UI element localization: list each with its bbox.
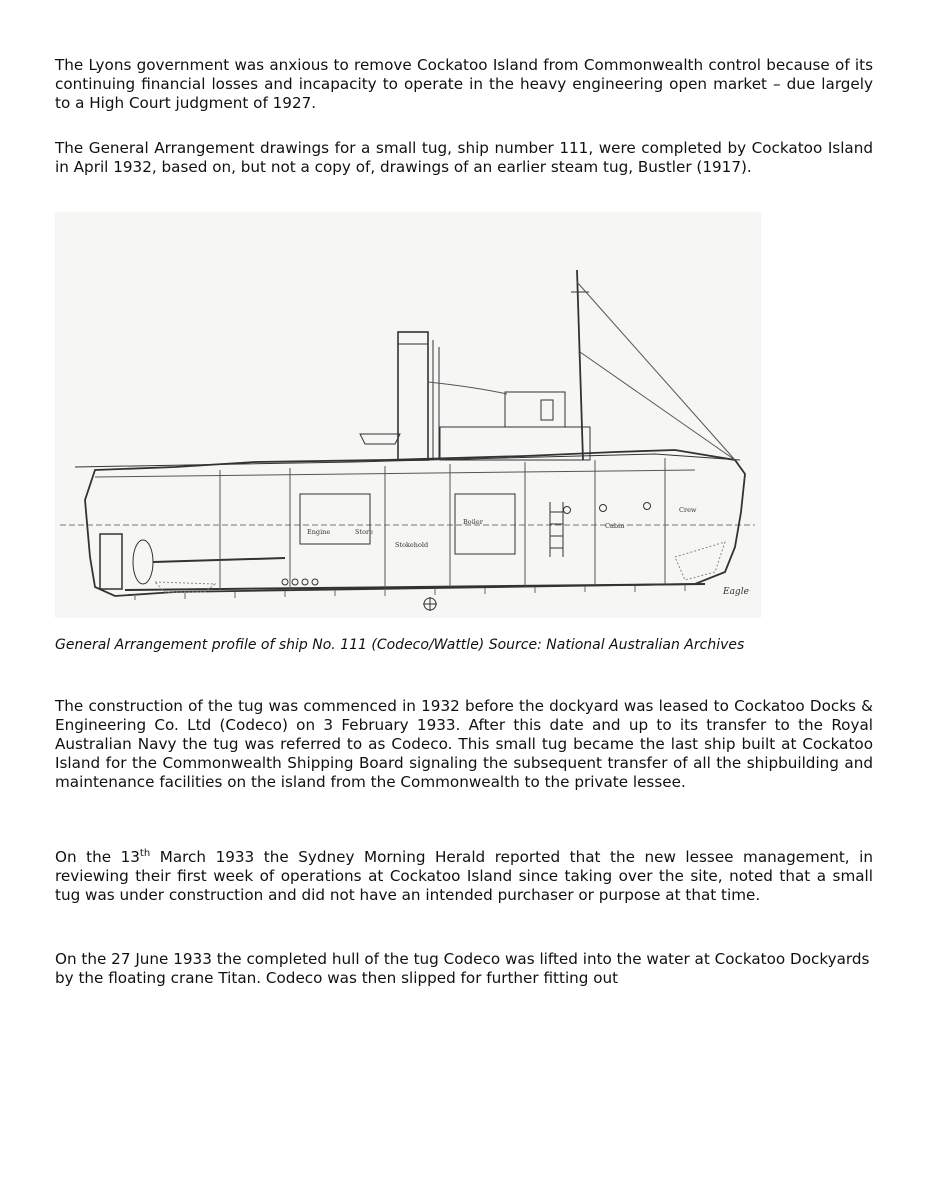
deckhouse [440, 427, 590, 460]
drawing-signature: Eagle [723, 587, 749, 597]
rudder [100, 534, 122, 589]
rigging-aft [428, 382, 507, 394]
hull-outline [85, 450, 745, 596]
p4-superscript: th [139, 847, 151, 859]
forestay-2 [580, 352, 735, 460]
paragraph-general-arrangement: The General Arrangement drawings for a small tug, ship number 111, were completed by Cockatoo Island in April 1932, based on, but not a copy of, drawings of an earlier steam tug, Bustler (1917). [55, 139, 873, 176]
wheelhouse-door [541, 400, 553, 420]
p4-text-start: On the 13 [55, 848, 140, 866]
paragraph-construction: The construction of the tug was commenced in 1932 before the dockyard was leased to Cockatoo Docks & Engineering Co. Ltd (Codeco) on 3 February 1933. After this date and up to its transfer to the Royal Australian Navy the tug was referred to as Codeco. This small tug became the last ship built at Cockatoo Island for the Commonwealth Shipping Board signaling the subsequent transfer of all the shipbuilding and maintenance facilities on the island from the Commonwealth to the private lessee. [55, 697, 873, 791]
label-engine: Engine [307, 528, 331, 536]
propeller [133, 540, 153, 584]
lifeboat [360, 434, 400, 444]
wheelhouse [505, 392, 565, 427]
propeller-shaft [153, 558, 285, 562]
ladder [550, 502, 563, 557]
ship-drawing-svg [55, 212, 761, 618]
label-cabin: Cabin [605, 522, 625, 530]
porthole-3 [644, 503, 651, 510]
porthole-2 [600, 505, 607, 512]
paragraph-hull-lifted: On the 27 June 1933 the completed hull of the tug Codeco was lifted into the water at Cockatoo Dockyards by the floating crane Titan. Codeco was then slipped for further fitting out [55, 950, 870, 987]
paragraph-smh-report [55, 848, 873, 905]
forestay [577, 282, 735, 460]
scale-symbol [423, 597, 437, 611]
ship-profile-drawing [55, 212, 761, 618]
paragraph-lyons-government: The Lyons government was anxious to remove Cockatoo Island from Commonwealth control because of its continuing financial losses and incapacity to operate in the heavy engineering open market – due largely to a High Court judgment of 1927. [55, 56, 873, 112]
p4-text-rest: March 1933 the Sydney Morning Herald reported that the new lessee management, in reviewing their first week of operations at Cockatoo Island since taking over the site, noted that a small tug was under construction and did not have an intended purchaser or purpose at that time. [55, 848, 873, 904]
bilge-hole-3 [302, 579, 308, 585]
bilge-hole-1 [282, 579, 288, 585]
inner-deck-line [95, 470, 695, 477]
engine-shape [300, 494, 370, 544]
porthole-1 [564, 507, 571, 514]
bilge-hole-4 [312, 579, 318, 585]
label-store: Store [355, 528, 373, 536]
bilge-hole-2 [292, 579, 298, 585]
figure-caption: General Arrangement profile of ship No. 111 (Codeco/Wattle) Source: National Australian Archives [55, 637, 745, 653]
label-stokehold: Stokehold [395, 541, 429, 549]
mast [577, 270, 583, 460]
funnel [398, 332, 428, 460]
label-crew: Crew [679, 506, 697, 514]
label-boiler: Boiler [463, 518, 483, 526]
